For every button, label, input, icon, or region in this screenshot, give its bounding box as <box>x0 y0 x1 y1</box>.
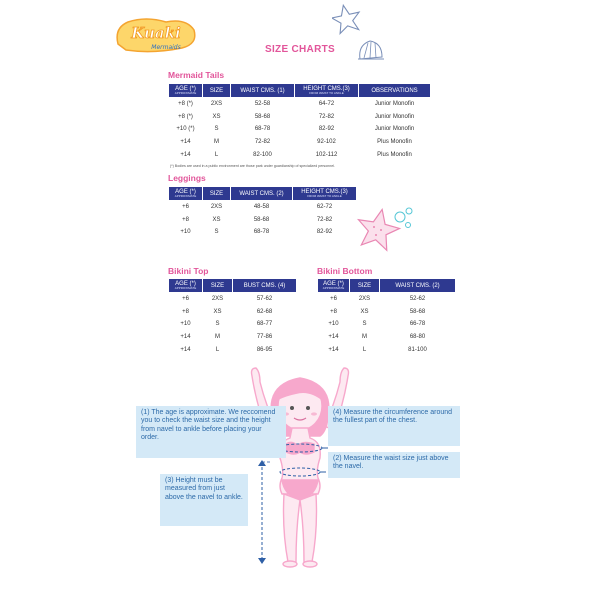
header-cell: AGE (*) APPROXIMATE <box>169 84 203 98</box>
cell: 64-72 <box>318 101 335 108</box>
cell: +8 <box>182 216 189 223</box>
cell: 2XS <box>210 204 223 211</box>
cell: +8 <box>182 308 189 315</box>
table-row <box>318 318 456 331</box>
cell: S <box>214 126 219 133</box>
cell: Junior Monofin <box>374 101 415 108</box>
cell: 77-86 <box>256 334 273 341</box>
header-cell: OBSERVATIONS <box>359 84 431 98</box>
bikini-top-table <box>168 278 297 356</box>
cell: 48-58 <box>253 204 270 211</box>
table-header-row <box>169 279 297 293</box>
cell: Plus Monofin <box>377 151 412 158</box>
cell: 86-95 <box>256 346 273 353</box>
cell: +14 <box>180 346 191 353</box>
table-header-row <box>169 84 431 98</box>
cell: 58-68 <box>253 216 270 223</box>
table-row <box>169 111 431 124</box>
header-cell: HEIGHT CMS.(3) FROM WAIST TO ANKLE <box>293 187 357 201</box>
table-row <box>318 331 456 344</box>
height-instruction-box: (3) Height must be measured from just above the navel to ankle. <box>160 474 248 526</box>
table-header-row <box>318 279 456 293</box>
cell: 57-62 <box>256 296 273 303</box>
header-cell: SIZE <box>203 84 231 98</box>
cell: 2XS <box>210 101 223 108</box>
cell: +14 <box>180 139 191 146</box>
cell: 82-100 <box>253 151 272 158</box>
bust-instruction-box: (4) Measure the circumference around the fullest part of the chest. <box>328 406 460 446</box>
header-cell: SIZE <box>203 279 233 293</box>
cell: S <box>362 321 367 328</box>
cell: 68-78 <box>253 229 270 236</box>
waist-instruction-box: (2) Measure the waist size just above the navel. <box>328 452 460 478</box>
table-row <box>169 136 431 149</box>
cell: +10 <box>180 321 191 328</box>
cell: +14 <box>180 151 191 158</box>
header-cell: AGE (*) APPROXIMATE <box>169 279 203 293</box>
cell: 68-80 <box>409 334 426 341</box>
starfish-icon <box>356 205 418 261</box>
cell: M <box>215 334 220 341</box>
cell: +14 <box>328 346 339 353</box>
bikini-bottom-table <box>317 278 456 356</box>
cell: L <box>215 346 220 353</box>
table-row <box>318 343 456 356</box>
cell: XS <box>213 308 222 315</box>
cell: 52-62 <box>409 296 426 303</box>
cell: 68-78 <box>254 126 271 133</box>
table-row <box>169 123 431 136</box>
page-title: SIZE CHARTS <box>265 44 335 55</box>
cell: S <box>215 321 220 328</box>
table-row <box>318 306 456 319</box>
cell: +8 <box>330 308 337 315</box>
cell: 92-102 <box>317 139 336 146</box>
cell: 58-68 <box>254 113 271 120</box>
table-row <box>318 293 456 306</box>
table-row <box>169 201 357 214</box>
table-row <box>169 343 297 356</box>
svg-text:Mermaids: Mermaids <box>151 44 181 51</box>
header-cell: SIZE <box>350 279 380 293</box>
cell: 52-58 <box>254 101 271 108</box>
table-row <box>169 148 431 161</box>
age-instruction-box: (1) The age is approximate. We reccomend you to check the waist size and the height from navel to ankle before placing your order. <box>136 406 286 458</box>
table-row <box>169 331 297 344</box>
cell: 58-68 <box>409 308 426 315</box>
header-cell: BUST CMS. (4) <box>233 279 297 293</box>
cell: L <box>362 346 367 353</box>
cell: +10 <box>180 229 191 236</box>
header-cell: AGE (*) APPROXIMATE <box>169 187 203 201</box>
cell: 66-78 <box>409 321 426 328</box>
cell: +6 <box>182 296 189 303</box>
table-row <box>169 98 431 111</box>
mermaid-tails-footnote: (*) Bodies are used in a public environment are those park under guardianship of specialized personnel. <box>170 164 336 168</box>
header-cell: AGE (*) APPROXIMATE <box>318 279 350 293</box>
table-row <box>169 318 297 331</box>
cell: Junior Monofin <box>374 126 415 133</box>
table-header-row <box>169 187 357 201</box>
cell: +10 <box>328 321 339 328</box>
cell: +8 (*) <box>178 101 193 108</box>
table-row <box>169 306 297 319</box>
table-row <box>169 226 357 239</box>
bikini-top-title: Bikini Top <box>168 266 209 276</box>
header-cell: WAIST CMS. (2) <box>231 187 293 201</box>
cell: M <box>214 139 219 146</box>
table-row <box>169 293 297 306</box>
cell: 82-92 <box>318 126 335 133</box>
header-cell: WAIST CMS. (1) <box>231 84 295 98</box>
cell: +6 <box>182 204 189 211</box>
header-cell: SIZE <box>203 187 231 201</box>
cell: 2XS <box>211 296 224 303</box>
cell: +14 <box>180 334 191 341</box>
cell: 72-82 <box>316 216 333 223</box>
leggings-table <box>168 186 357 239</box>
mermaid-tails-title: Mermaid Tails <box>168 70 225 80</box>
cell: XS <box>212 216 221 223</box>
cell: 82-92 <box>316 229 333 236</box>
mermaid-tails-table <box>168 83 431 161</box>
cell: S <box>214 229 219 236</box>
cell: +10 (*) <box>176 126 195 133</box>
cell: Plus Monofin <box>377 139 412 146</box>
cell: 81-100 <box>408 346 427 353</box>
table-row <box>169 214 357 227</box>
cell: 72-82 <box>254 139 271 146</box>
starfish-shell-icon <box>332 3 386 65</box>
bikini-bottom-title: Bikini Bottom <box>317 266 373 276</box>
cell: 68-77 <box>256 321 273 328</box>
header-cell: HEIGHT CMS.(3) FROM WAIST TO ANKLE <box>295 84 359 98</box>
cell: M <box>362 334 367 341</box>
cell: 62-68 <box>256 308 273 315</box>
cell: 2XS <box>358 296 371 303</box>
height-arrow-icon <box>254 458 270 566</box>
cell: Junior Monofin <box>374 113 415 120</box>
cell: +6 <box>330 296 337 303</box>
svg-text:Kuaki: Kuaki <box>131 24 181 42</box>
cell: 62-72 <box>316 204 333 211</box>
cell: L <box>214 151 219 158</box>
cell: XS <box>212 113 221 120</box>
leggings-title: Leggings <box>168 173 206 183</box>
cell: 72-82 <box>318 113 335 120</box>
cell: +8 (*) <box>178 113 193 120</box>
header-cell: WAIST CMS. (2) <box>380 279 456 293</box>
cell: +14 <box>328 334 339 341</box>
cell: XS <box>360 308 369 315</box>
cell: 102-112 <box>315 151 338 158</box>
